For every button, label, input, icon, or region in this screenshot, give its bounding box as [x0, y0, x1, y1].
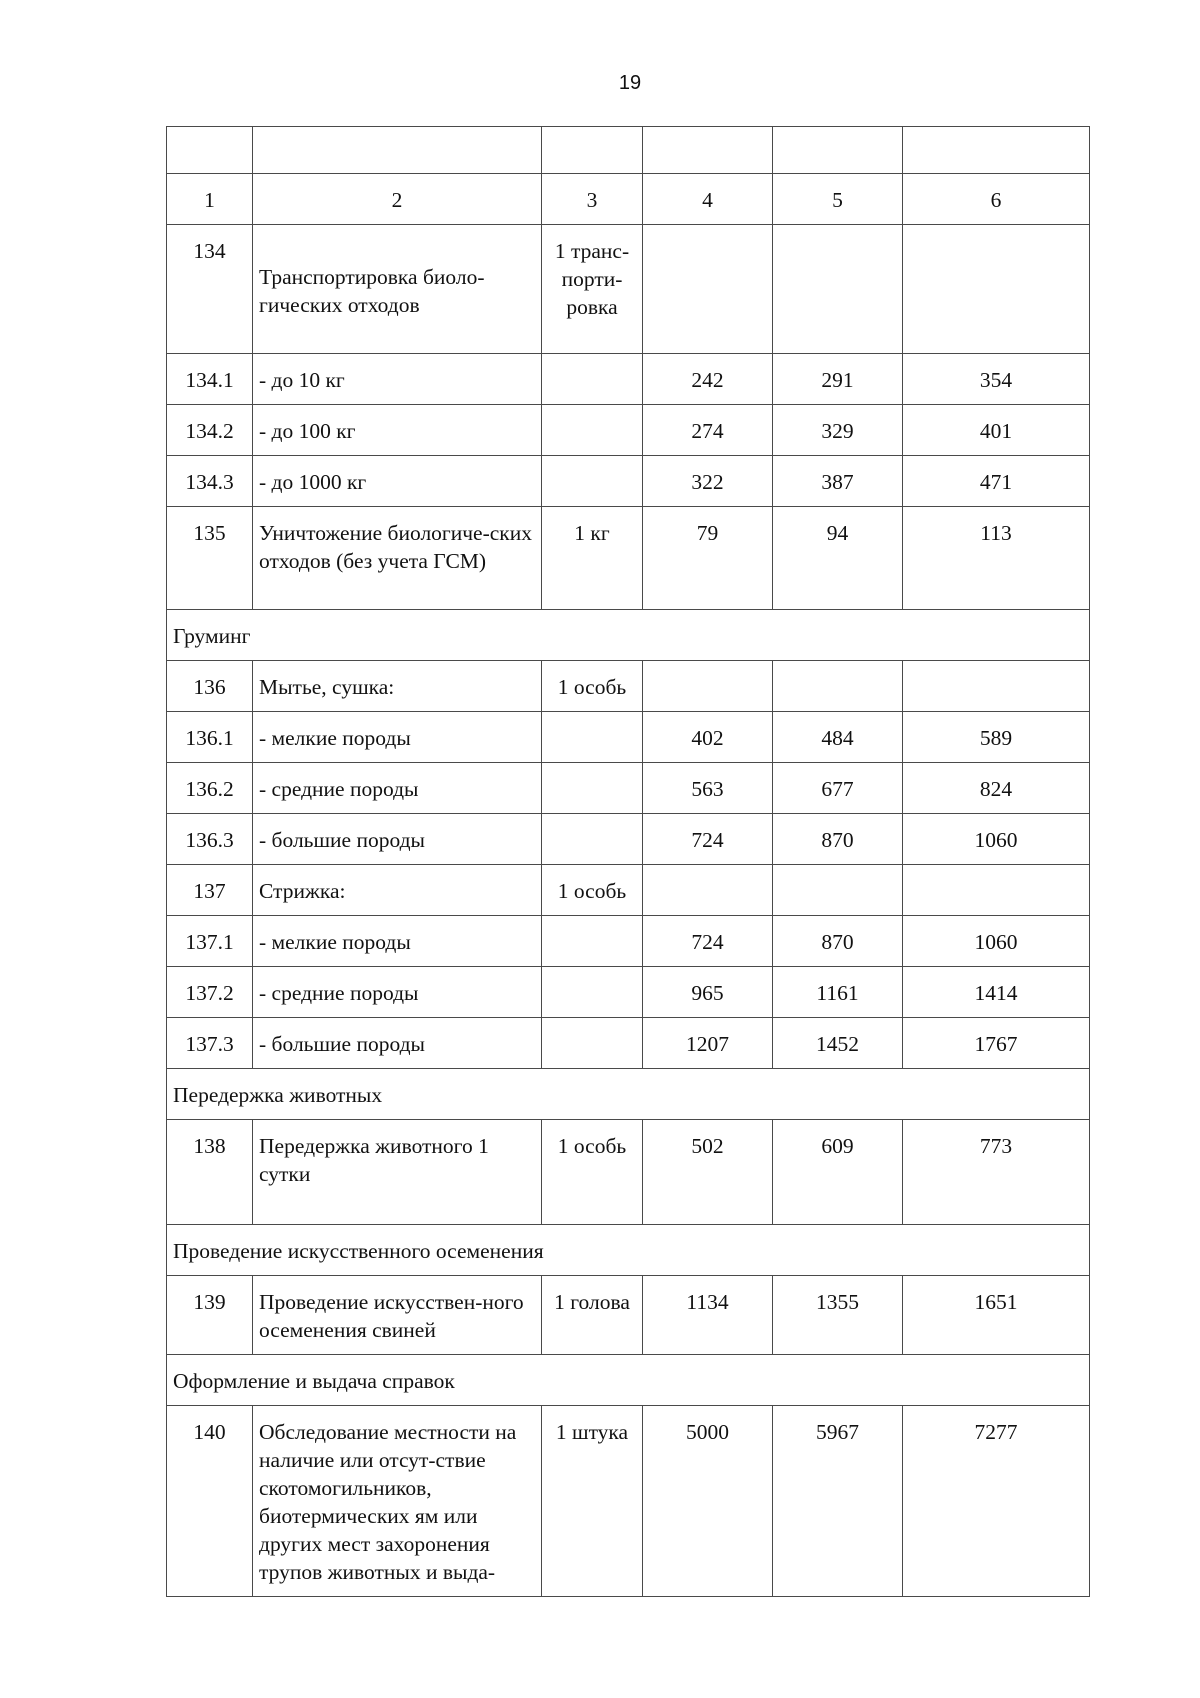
price-col-5: 1355: [773, 1276, 903, 1355]
unit-of-measure: 1 особь: [542, 865, 643, 916]
price-col-4: 965: [643, 967, 773, 1018]
table-row: [167, 916, 1090, 967]
price-col-5: [773, 225, 903, 354]
service-name: Уничтожение биологиче-ских отходов (без учета ГСМ): [253, 507, 542, 610]
price-col-4: [643, 225, 773, 354]
item-number: 140: [167, 1406, 253, 1597]
unit-of-measure: 1 кг: [542, 507, 643, 610]
column-number: 6: [903, 174, 1090, 225]
service-name: Передержка животного 1 сутки: [253, 1120, 542, 1225]
section-title: Груминг: [167, 610, 1090, 661]
price-col-5: 329: [773, 405, 903, 456]
price-col-5: [773, 865, 903, 916]
unit-of-measure: [542, 1018, 643, 1069]
service-name: - средние породы: [253, 967, 542, 1018]
section-header-row: [167, 610, 1090, 661]
price-col-4: 322: [643, 456, 773, 507]
blank-cell: [643, 127, 773, 174]
item-number: 134.1: [167, 354, 253, 405]
price-col-4: 1134: [643, 1276, 773, 1355]
table-row: [167, 1276, 1090, 1355]
price-col-6: 824: [903, 763, 1090, 814]
service-name: - до 100 кг: [253, 405, 542, 456]
unit-of-measure: [542, 763, 643, 814]
price-col-6: 7277: [903, 1406, 1090, 1597]
price-col-4: 724: [643, 916, 773, 967]
service-name: - мелкие породы: [253, 916, 542, 967]
table-row: [167, 1018, 1090, 1069]
price-col-5: 870: [773, 814, 903, 865]
price-col-6: 1767: [903, 1018, 1090, 1069]
price-col-5: 484: [773, 712, 903, 763]
unit-of-measure: [542, 354, 643, 405]
unit-of-measure: 1 особь: [542, 661, 643, 712]
table-row: [167, 712, 1090, 763]
column-number: 2: [253, 174, 542, 225]
price-col-4: 402: [643, 712, 773, 763]
unit-of-measure: [542, 967, 643, 1018]
price-col-4: 5000: [643, 1406, 773, 1597]
price-col-4: 274: [643, 405, 773, 456]
price-col-4: 242: [643, 354, 773, 405]
price-col-4: 724: [643, 814, 773, 865]
price-col-6: 1414: [903, 967, 1090, 1018]
price-col-6: 1651: [903, 1276, 1090, 1355]
item-number: 138: [167, 1120, 253, 1225]
column-number: 3: [542, 174, 643, 225]
service-name: - до 1000 кг: [253, 456, 542, 507]
unit-of-measure: [542, 814, 643, 865]
item-number: 135: [167, 507, 253, 610]
price-col-5: 1161: [773, 967, 903, 1018]
item-number: 137.1: [167, 916, 253, 967]
price-col-4: 563: [643, 763, 773, 814]
unit-of-measure: 1 штука: [542, 1406, 643, 1597]
unit-of-measure: [542, 712, 643, 763]
blank-cell: [773, 127, 903, 174]
unit-of-measure: [542, 916, 643, 967]
table-row: [167, 661, 1090, 712]
price-col-5: 291: [773, 354, 903, 405]
item-number: 134: [167, 225, 253, 354]
service-name: - большие породы: [253, 814, 542, 865]
price-col-5: 1452: [773, 1018, 903, 1069]
price-col-4: [643, 661, 773, 712]
price-col-6: 401: [903, 405, 1090, 456]
table-row: [167, 865, 1090, 916]
item-number: 137.3: [167, 1018, 253, 1069]
item-number: 134.2: [167, 405, 253, 456]
blank-header-row: [167, 127, 1090, 174]
price-col-4: 79: [643, 507, 773, 610]
column-number: 1: [167, 174, 253, 225]
price-col-4: 1207: [643, 1018, 773, 1069]
price-col-6: 471: [903, 456, 1090, 507]
column-number: 5: [773, 174, 903, 225]
service-name: - до 10 кг: [253, 354, 542, 405]
price-col-5: 609: [773, 1120, 903, 1225]
table-row: [167, 814, 1090, 865]
service-name: - мелкие породы: [253, 712, 542, 763]
service-name: - большие породы: [253, 1018, 542, 1069]
price-col-6: 589: [903, 712, 1090, 763]
page-number: 19: [618, 72, 642, 94]
item-number: 139: [167, 1276, 253, 1355]
column-number-row: [167, 174, 1090, 225]
section-title: Передержка животных: [167, 1069, 1090, 1120]
item-number: 134.3: [167, 456, 253, 507]
section-title: Оформление и выдача справок: [167, 1355, 1090, 1406]
price-col-6: 354: [903, 354, 1090, 405]
price-col-5: [773, 661, 903, 712]
section-header-row: [167, 1069, 1090, 1120]
table-row: [167, 405, 1090, 456]
section-header-row: [167, 1355, 1090, 1406]
unit-of-measure: 1 транс-порти-ровка: [542, 225, 643, 354]
blank-cell: [167, 127, 253, 174]
price-col-6: 773: [903, 1120, 1090, 1225]
unit-of-measure: [542, 405, 643, 456]
service-name: - средние породы: [253, 763, 542, 814]
table-row: [167, 456, 1090, 507]
service-name: Стрижка:: [253, 865, 542, 916]
price-col-6: [903, 225, 1090, 354]
service-name: Обследование местности на наличие или отсут-ствие скотомогильников, биотермических ям или других мест захоронения трупов животных и выда-: [253, 1406, 542, 1597]
unit-of-measure: 1 голова: [542, 1276, 643, 1355]
price-col-5: 677: [773, 763, 903, 814]
service-name: Транспортировка биоло-гических отходов: [253, 225, 542, 354]
column-number: 4: [643, 174, 773, 225]
blank-cell: [542, 127, 643, 174]
service-name: Мытье, сушка:: [253, 661, 542, 712]
table-row: [167, 763, 1090, 814]
item-number: 136.1: [167, 712, 253, 763]
price-col-5: 870: [773, 916, 903, 967]
table-row: [167, 507, 1090, 610]
service-name: Проведение искусствен-ного осеменения свиней: [253, 1276, 542, 1355]
price-col-6: [903, 865, 1090, 916]
item-number: 136: [167, 661, 253, 712]
section-title: Проведение искусственного осеменения: [167, 1225, 1090, 1276]
price-col-4: [643, 865, 773, 916]
table-row: [167, 967, 1090, 1018]
table-row: [167, 1120, 1090, 1225]
price-col-4: 502: [643, 1120, 773, 1225]
item-number: 137.2: [167, 967, 253, 1018]
item-number: 136.2: [167, 763, 253, 814]
price-col-6: 1060: [903, 814, 1090, 865]
price-col-5: 387: [773, 456, 903, 507]
price-col-6: 1060: [903, 916, 1090, 967]
price-col-6: 113: [903, 507, 1090, 610]
blank-cell: [903, 127, 1090, 174]
unit-of-measure: [542, 456, 643, 507]
table-row: [167, 225, 1090, 354]
table-body: [167, 127, 1090, 1597]
price-col-6: [903, 661, 1090, 712]
unit-of-measure: 1 особь: [542, 1120, 643, 1225]
blank-cell: [253, 127, 542, 174]
price-col-5: 5967: [773, 1406, 903, 1597]
item-number: 137: [167, 865, 253, 916]
tariff-table: [166, 126, 1090, 1597]
section-header-row: [167, 1225, 1090, 1276]
price-col-5: 94: [773, 507, 903, 610]
item-number: 136.3: [167, 814, 253, 865]
table-row: [167, 1406, 1090, 1597]
table-row: [167, 354, 1090, 405]
